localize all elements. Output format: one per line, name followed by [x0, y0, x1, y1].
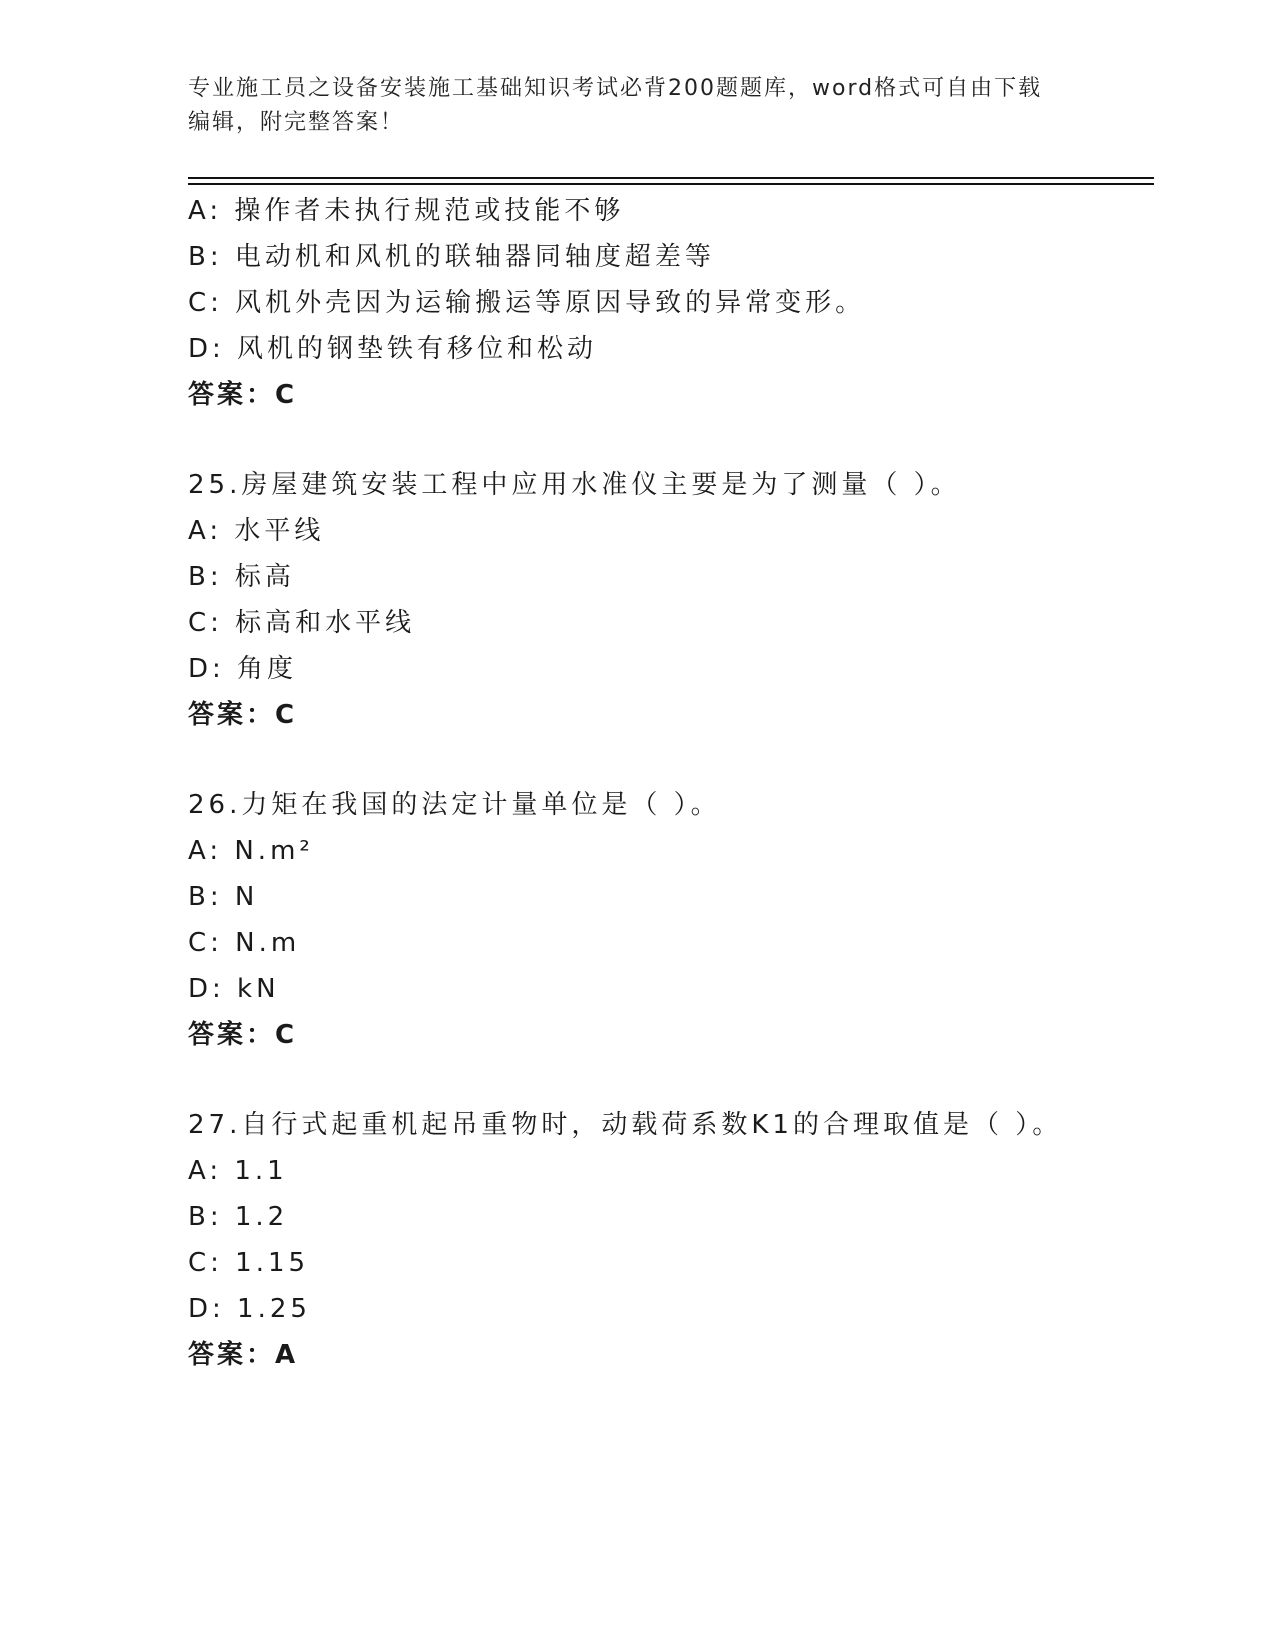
question-24-continued: [188, 188, 1154, 418]
option-b: B: 电动机和风机的联轴器同轴度超差等: [188, 242, 715, 272]
question-list: [188, 188, 1154, 1378]
option-d: D: 1.25: [188, 1294, 311, 1324]
question-stem: 25.房屋建筑安装工程中应用水准仪主要是为了测量（ ）。: [188, 470, 961, 500]
answer: 答案：C: [188, 380, 298, 410]
option-b: B: 标高: [188, 562, 295, 592]
option-c: C: 风机外壳因为运输搬运等原因导致的异常变形。: [188, 288, 866, 318]
option-d: D: kN: [188, 974, 280, 1004]
header-divider-top: [188, 177, 1154, 179]
option-a: A: N.m²: [188, 836, 314, 866]
option-b: B: 1.2: [188, 1202, 289, 1232]
option-c: C: 1.15: [188, 1248, 310, 1278]
answer: 答案：A: [188, 1340, 299, 1370]
header-divider-bottom: [188, 183, 1154, 185]
header-title-line-1: 专业施工员之设备安装施工基础知识考试必背200题题库，word格式可自由下载: [188, 76, 1043, 101]
question-stem: 27.自行式起重机起吊重物时，动载荷系数K1的合理取值是（ ）。: [188, 1110, 1063, 1140]
option-a: A: 1.1: [188, 1156, 288, 1186]
option-d: D: 风机的钢垫铁有移位和松动: [188, 334, 598, 364]
option-b: B: N: [188, 882, 259, 912]
question-stem: 26.力矩在我国的法定计量单位是（ ）。: [188, 790, 721, 820]
document-header: [188, 72, 1088, 140]
question-25: [188, 462, 1154, 738]
option-a: A: 水平线: [188, 516, 325, 546]
answer: 答案：C: [188, 700, 298, 730]
option-c: C: N.m: [188, 928, 301, 958]
option-a: A: 操作者未执行规范或技能不够: [188, 196, 625, 226]
option-d: D: 角度: [188, 654, 298, 684]
question-27: [188, 1102, 1154, 1378]
header-title-line-2: 编辑，附完整答案！: [188, 110, 405, 135]
option-c: C: 标高和水平线: [188, 608, 416, 638]
question-26: [188, 782, 1154, 1058]
answer: 答案：C: [188, 1020, 298, 1050]
